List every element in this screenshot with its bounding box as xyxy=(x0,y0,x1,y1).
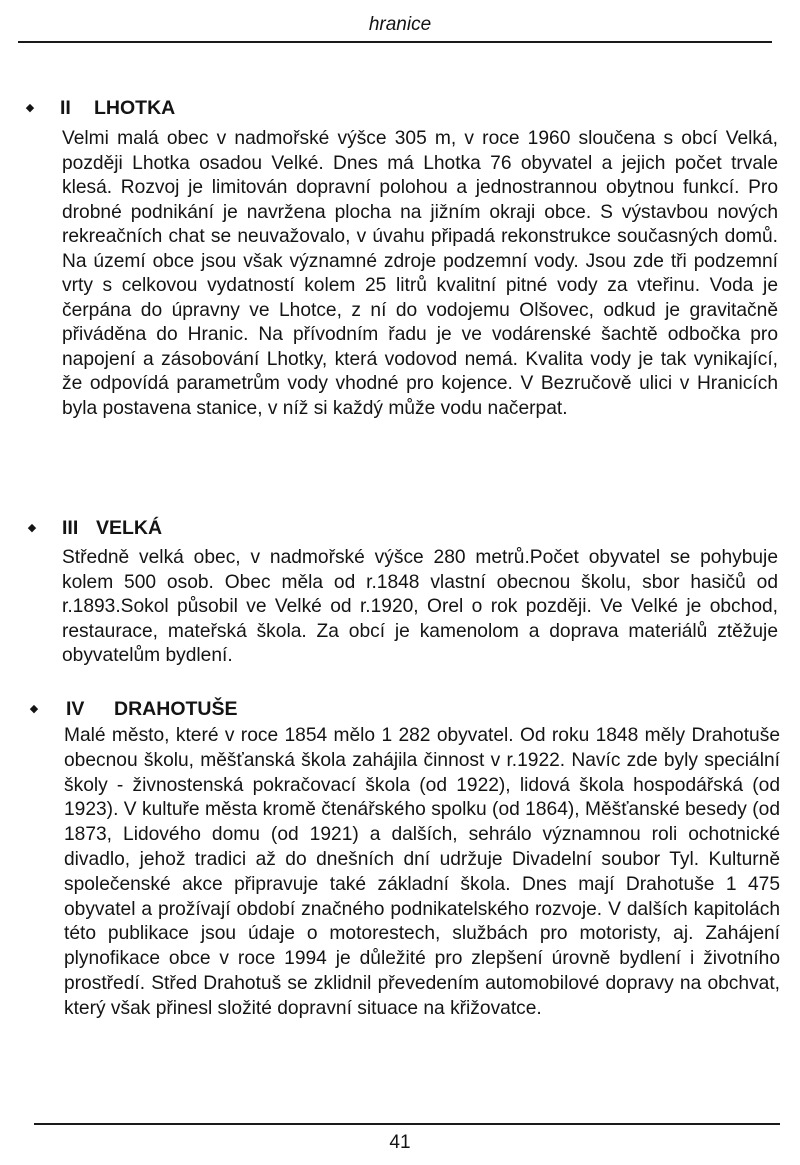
section-title: DRAHOTUŠE xyxy=(114,698,238,720)
section-heading xyxy=(66,697,238,721)
section-number: III xyxy=(62,517,79,539)
page-number: 41 xyxy=(389,1132,411,1153)
diamond-bullet-icon: ◆ xyxy=(25,102,35,114)
running-title: hranice xyxy=(368,14,432,35)
header-rule xyxy=(18,41,772,43)
footer-rule xyxy=(34,1123,780,1125)
section-title: VELKÁ xyxy=(96,517,163,539)
section-heading xyxy=(60,96,175,120)
section-heading xyxy=(62,516,162,540)
section-paragraph: Malé město, které v roce 1854 mělo 1 282 obyvatel. Od roku 1848 měly Drahotuše obecnou školu, měšťanská škola zahájila činnost v r.1922. Navíc zde byly speciální školy - živnostenská pokračovací škola (od 1922), lidová škola hospodářská (od 1923). V kultuře města kromě čtenářského spolku (od 1864), Měšťanské besedy (od 1873, Lidového domu (od 1921) a dalších, sehrálo významnou roli ochotnické divadlo, jehož tradici až do dnešních dní udržuje Divadelní soubor Tyl. Kulturně společenské akce připravuje také základní škola. Dnes mají Drahotuše 1 475 obyvatel a prožívají období značného podnikatelského rozvoje. V dalších kapitolách této publikace jsou údaje o motorestech, službách pro motoristy, aj. Zahájení plynofikace obce v roce 1994 je důležité pro zlepšení úrovně bydlení i životního prostředí. Střed Drahotuš se zklidnil převedením automobilové dopravy na obchvat, který však přinesl složité dopravní situace na křižovatce. xyxy=(64,725,780,1019)
section-number: IV xyxy=(66,698,85,720)
section-title: LHOTKA xyxy=(94,97,176,119)
section-paragraph: Velmi malá obec v nadmořské výšce 305 m, v roce 1960 sloučena s obcí Velká, později Lhotka osadou Velké. Dnes má Lhotka 76 obyvatel a jejich počet trvale klesá. Rozvoj je limitován dopravní polohou a jednostrannou obytnou funkcí. Pro drobné podnikání je navržena plocha na jižním okraji obce. S výstavbou nových rekreačních chat se neuvažovalo, v úvahu připadá rekonstrukce současných domů. Na území obce jsou však významné zdroje podzemní vody. Jsou zde tři podzemní vrty s celkovou vydatností kolem 25 litrů kvalitní pitné vody za vteřinu. Voda je čerpána do úpravny ve Lhotce, z ní do vodojemu Olšovec, odkud je gravitačně přiváděna do Hranic. Na přívodním řadu je ve vodárenské šachtě odbočka pro napojení a zásobování Lhotky, která vodovod nemá. Kvalita vody je tak vynikající, že odpovídá parametrům vody vhodné pro kojence. V Bezručově ulici v Hranicích byla postavena stanice, v níž si každý může vodu načerpat. xyxy=(62,128,778,419)
diamond-bullet-icon: ◆ xyxy=(27,522,37,534)
section-paragraph: Středně velká obec, v nadmořské výšce 280 metrů.Počet obyvatel se pohybuje kolem 500 osob. Obec měla od r.1848 vlastní obecnou školu, sbor hasičů od r.1893.Sokol působil ve Velké od r.1920, Orel o rok později. Ve Velké je obchod, restaurace, mateřská škola. Za obcí je kamenolom a doprava materiálů ztěžuje obyvatelům bydlení. xyxy=(62,547,778,666)
section-number: II xyxy=(60,97,71,119)
diamond-bullet-icon: ◆ xyxy=(29,703,39,715)
